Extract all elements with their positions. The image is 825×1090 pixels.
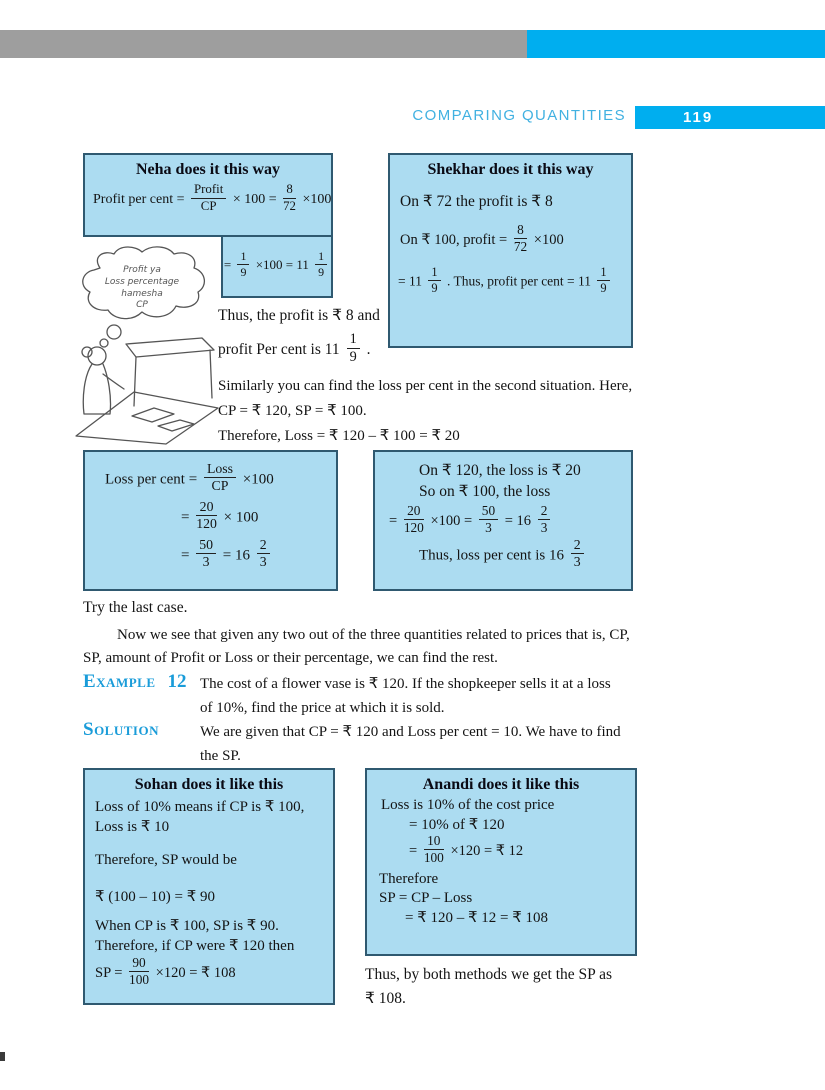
fraction-denominator: 3 xyxy=(202,554,210,570)
paragraph-line: Similarly you can find the loss per cent in the second situation. Here, xyxy=(218,378,633,394)
fraction-denominator: 9 xyxy=(431,281,438,296)
equation-line xyxy=(95,955,325,989)
box-line: When CP is ₹ 100, SP is ₹ 90. xyxy=(95,918,279,934)
fraction-denominator: 9 xyxy=(240,265,247,279)
fraction xyxy=(191,183,226,213)
example-label: Example xyxy=(83,671,156,692)
narrative-paragraph xyxy=(218,374,632,449)
eq-term: ×100 = 11 xyxy=(255,257,309,273)
example-text xyxy=(200,672,611,720)
try-last-case-line: Try the last case. xyxy=(83,599,188,616)
fraction-numerator: Profit xyxy=(191,183,226,199)
fraction-numerator: 10 xyxy=(424,834,444,850)
fraction-denominator: 9 xyxy=(318,265,325,279)
fraction-numerator: 1 xyxy=(597,266,609,281)
fraction-denominator: 3 xyxy=(573,554,581,570)
eq-term: ×100 xyxy=(533,231,564,248)
fraction-numerator: 1 xyxy=(237,250,249,265)
eq-term: On ₹ 100, profit = xyxy=(400,231,508,248)
fraction xyxy=(204,462,236,494)
student-arm xyxy=(103,374,124,389)
box-line: Loss is ₹ 10 xyxy=(95,819,170,835)
paragraph-line: SP, amount of Profit or Loss or their percentage, we can find the rest. xyxy=(83,650,498,666)
neha-method-subbox xyxy=(221,235,333,298)
equation-line xyxy=(398,265,623,297)
solution-text xyxy=(200,720,621,768)
fraction-denominator: 3 xyxy=(259,554,267,570)
student-hair-bun xyxy=(82,347,92,357)
bubble-text-line: Loss percentage xyxy=(104,277,180,287)
solution-heading xyxy=(83,719,159,741)
equation-line xyxy=(389,503,623,537)
paragraph-line: CP = ₹ 120, SP = ₹ 100. xyxy=(218,403,367,419)
thought-bubble-tail xyxy=(100,339,108,347)
neha-method-box xyxy=(83,153,333,237)
fraction xyxy=(315,250,327,278)
closing-text xyxy=(365,963,612,1011)
paragraph-line: We are given that CP = ₹ 120 and Loss per cent = 10. We have to find xyxy=(200,724,621,740)
fraction xyxy=(538,504,551,535)
fraction-numerator: 2 xyxy=(257,538,270,554)
fraction-numerator: 50 xyxy=(196,538,216,554)
fraction-numerator: 2 xyxy=(571,538,584,554)
fraction-denominator: 72 xyxy=(513,239,528,254)
eq-term: SP = xyxy=(95,964,123,981)
eq-term: Loss per cent = xyxy=(105,471,198,488)
fraction-numerator: 8 xyxy=(514,223,527,239)
fraction-numerator: 20 xyxy=(404,504,424,520)
box-line: Loss of 10% means if CP is ₹ 100, xyxy=(95,799,305,815)
fraction-numerator: 20 xyxy=(196,500,217,516)
eq-term: Thus, loss per cent is 16 xyxy=(419,547,564,564)
fraction xyxy=(479,504,498,535)
eq-term: ×120 = ₹ 12 xyxy=(450,842,524,859)
example-heading xyxy=(83,671,187,693)
paragraph-line: Now we see that given any two out of the three quantities related to prices that is, CP, xyxy=(117,627,630,643)
fraction xyxy=(428,266,440,295)
fraction-denominator: 100 xyxy=(423,850,444,865)
equation-line xyxy=(181,536,328,572)
fraction-denominator: 100 xyxy=(129,972,150,987)
fraction-numerator: 1 xyxy=(347,332,360,349)
eq-term: = xyxy=(181,547,190,564)
eq-term: ×100 xyxy=(302,192,332,208)
anandi-method-box xyxy=(365,768,637,956)
fraction xyxy=(514,223,527,254)
box-line: ₹ (100 – 10) = ₹ 90 xyxy=(95,889,216,905)
eq-term: ×100 xyxy=(242,471,274,488)
paragraph-line: Thus, by both methods we get the SP as xyxy=(365,966,612,983)
fraction xyxy=(404,504,424,535)
loss-formula-box xyxy=(83,450,338,591)
box-line: Therefore, if CP were ₹ 120 then xyxy=(95,938,295,954)
fraction xyxy=(424,834,444,865)
box-line: On ₹ 120, the loss is ₹ 20 xyxy=(419,462,581,479)
fraction-denominator: CP xyxy=(211,478,229,494)
fraction-numerator: 90 xyxy=(129,956,149,972)
box-line: Loss is 10% of the cost price xyxy=(381,797,555,813)
desk-top xyxy=(126,338,214,357)
fraction-numerator: 1 xyxy=(315,250,327,265)
bubble-text-line: CP xyxy=(136,300,148,310)
equation-line xyxy=(419,537,623,572)
paragraph-line: The cost of a flower vase is ₹ 120. If the shopkeeper sells it at a loss xyxy=(200,676,611,692)
eq-term: = xyxy=(409,842,418,859)
thought-bubble-tail xyxy=(107,325,121,339)
sohan-method-box xyxy=(83,768,335,1005)
fraction-denominator: 9 xyxy=(349,348,357,365)
eq-term: = xyxy=(223,257,232,273)
fraction-numerator: Loss xyxy=(204,462,236,478)
floor-mat xyxy=(76,392,218,444)
fraction xyxy=(283,183,296,213)
shekhar-method-box xyxy=(388,153,633,348)
profit-summary-line: Thus, the profit is ₹ 8 and xyxy=(218,307,380,324)
eq-term: = 16 xyxy=(504,512,532,529)
fraction-numerator: 1 xyxy=(428,266,440,281)
fraction-numerator: 8 xyxy=(283,183,296,199)
fraction xyxy=(597,266,609,295)
box-line: = ₹ 120 – ₹ 12 = ₹ 108 xyxy=(405,910,549,926)
page-edge-mark xyxy=(0,1052,5,1061)
eq-term: = 16 xyxy=(222,547,250,564)
box-line: Therefore xyxy=(379,871,439,887)
fraction-numerator: 2 xyxy=(538,504,551,520)
fraction-numerator: 50 xyxy=(479,504,498,520)
eq-term: × 100 xyxy=(223,509,259,526)
box-line: = 10% of ₹ 120 xyxy=(409,817,505,833)
fraction xyxy=(196,500,217,532)
body-paragraph xyxy=(83,624,630,670)
eq-term: . xyxy=(366,341,371,359)
equation-line xyxy=(105,461,328,496)
paragraph-line: of 10%, find the price at which it is sold. xyxy=(200,700,445,716)
equation-line xyxy=(400,222,623,256)
bubble-text-line: Profit ya xyxy=(123,265,161,275)
paragraph-line: Therefore, Loss = ₹ 120 – ₹ 100 = ₹ 20 xyxy=(218,428,460,444)
fraction xyxy=(571,538,584,570)
equation-line xyxy=(223,249,330,280)
top-bar-cyan xyxy=(527,30,825,58)
box-line: So on ₹ 100, the loss xyxy=(419,483,551,500)
solution-label: Solution xyxy=(83,719,159,740)
eq-term: = xyxy=(389,512,398,529)
fraction xyxy=(196,538,216,570)
example-number: 12 xyxy=(167,671,187,692)
fraction-denominator: 120 xyxy=(196,516,217,532)
box-line: Therefore, SP would be xyxy=(95,852,237,868)
paper-sheet xyxy=(158,420,194,431)
desk-leg xyxy=(134,357,136,406)
paper-sheet xyxy=(132,408,174,422)
fraction xyxy=(257,538,270,570)
fraction-denominator: 9 xyxy=(600,281,607,296)
box-title: Anandi does it like this xyxy=(422,776,580,793)
fraction-denominator: 120 xyxy=(403,520,424,535)
box-title: Sohan does it like this xyxy=(134,776,284,793)
fraction xyxy=(237,250,249,278)
eq-term: . Thus, profit per cent = 11 xyxy=(446,273,592,289)
page-number: 119 xyxy=(683,109,714,126)
loss-unitary-box xyxy=(373,450,633,591)
eq-term: ×120 = ₹ 108 xyxy=(155,964,236,981)
fraction-denominator: 3 xyxy=(540,520,548,535)
eq-term: ×100 = xyxy=(430,512,473,529)
fraction-denominator: 3 xyxy=(485,520,492,535)
box-title: Shekhar does it this way xyxy=(427,161,594,178)
running-header-title: COMPARING QUANTITIES xyxy=(412,107,626,124)
box-title: Neha does it this way xyxy=(135,161,280,178)
eq-term: = xyxy=(181,509,190,526)
eq-term: = 11 xyxy=(398,273,422,289)
equation-line xyxy=(181,498,328,534)
equation-line xyxy=(409,833,627,867)
fraction xyxy=(129,956,149,987)
page-number-badge xyxy=(635,106,825,129)
fraction-denominator: 72 xyxy=(283,198,296,213)
top-bar-gray xyxy=(0,30,527,58)
paragraph-line: ₹ 108. xyxy=(365,990,406,1007)
bubble-text-line: hamesha xyxy=(121,289,163,299)
box-line: SP = CP – Loss xyxy=(379,890,473,906)
fraction xyxy=(347,332,360,365)
box-line: On ₹ 72 the profit is ₹ 8 xyxy=(400,193,553,210)
fraction-denominator: CP xyxy=(200,198,217,213)
eq-term: profit Per cent is 11 xyxy=(218,341,340,359)
eq-term: × 100 = xyxy=(232,192,277,208)
eq-term: Profit per cent = xyxy=(93,192,185,208)
equation-line xyxy=(93,182,332,215)
student-body xyxy=(83,364,110,414)
desk-leg xyxy=(210,350,212,398)
paragraph-line: the SP. xyxy=(200,748,241,764)
profit-summary-line xyxy=(218,331,371,367)
thinking-student-illustration xyxy=(70,240,220,445)
